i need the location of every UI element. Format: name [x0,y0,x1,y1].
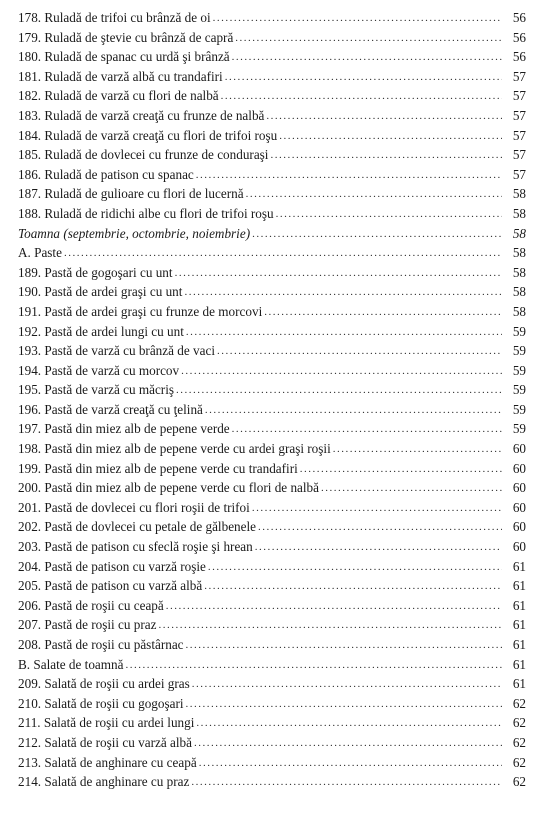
toc-page-number: 60 [512,480,526,496]
toc-entry-title: 191. Pastă de ardei graşi cu frunze de morcovi [18,303,263,319]
dot-leader [192,675,502,695]
toc-entry-title: 198. Pastă din miez alb de pepene verde cu ardei graşi roşii [18,441,331,457]
toc-page-number: 61 [512,617,526,633]
toc-entry [18,282,526,302]
toc-page-number: 57 [512,166,526,182]
toc-page-number: 62 [512,774,526,790]
toc-entry-title: 205. Pastă de patison cu varză albă [18,578,203,594]
toc-entry-title: 196. Pastă de varză creaţă cu ţelină [18,401,203,417]
dot-leader [181,362,502,382]
toc-page-number: 61 [512,578,526,594]
dot-leader [235,29,502,49]
toc-entry [18,694,526,714]
toc-page-number: 62 [512,754,526,770]
toc-entry-title: 179. Ruladă de ştevie cu brânză de capră [18,29,234,45]
toc-entry-title: 207. Pastă de roşii cu praz [18,617,157,633]
toc-page-number: 58 [512,264,526,280]
toc-entry-title: 192. Pastă de ardei lungi cu unt [18,323,184,339]
toc-entry [18,165,526,185]
dot-leader [64,244,502,264]
toc-entry-title: 200. Pastă din miez alb de pepene verde cu flori de nalbă [18,480,320,496]
toc-entry [18,67,526,87]
dot-leader [258,518,502,538]
toc-page-number: 57 [512,127,526,143]
toc-entry-title: 203. Pastă de patison cu sfeclă roşie şi hrean [18,539,253,555]
toc-entry [18,576,526,596]
dot-leader [266,107,502,127]
dot-leader [186,636,502,656]
toc-entry [18,400,526,420]
dot-leader [191,773,502,793]
toc-entry [18,86,526,106]
toc-entry-title: Toamna (septembrie, octombrie, noiembrie) [18,225,251,241]
toc-entry-title: 199. Pastă din miez alb de pepene verde cu trandafiri [18,460,298,476]
toc-page-number: 59 [512,362,526,378]
dot-leader [279,127,502,147]
toc-entry [18,557,526,577]
toc-page-number: 61 [512,558,526,574]
toc-entry [18,204,526,224]
dot-leader [333,440,502,460]
toc-entry [18,478,526,498]
toc-page-number: 58 [512,225,526,241]
toc-page-number: 56 [512,29,526,45]
toc-entry [18,674,526,694]
toc-page-number: 60 [512,460,526,476]
toc-page-number: 60 [512,539,526,555]
toc-page-number: 58 [512,245,526,261]
dot-leader [175,264,502,284]
toc-entry-title: 188. Ruladă de ridichi albe cu flori de trifoi roşu [18,205,274,221]
toc-entry-title: 202. Pastă de dovlecei cu petale de gălbenele [18,519,257,535]
toc-entry [18,419,526,439]
toc-entry [18,184,526,204]
dot-leader [225,68,502,88]
toc-entry-title: 197. Pastă din miez alb de pepene verde [18,421,230,437]
dot-leader [196,714,502,734]
toc-entry-title: 183. Ruladă de varză creaţă cu frunze de nalbă [18,107,265,123]
toc-entry-title: 186. Ruladă de patison cu spanac [18,166,194,182]
toc-entry [18,243,526,263]
toc-page-number: 56 [512,10,526,25]
dot-leader [158,616,502,636]
toc-entry-title: 210. Salată de roşii cu gogoşari [18,695,184,711]
dot-leader [276,205,502,225]
toc-entry [18,341,526,361]
toc-page-number: 60 [512,499,526,515]
toc-entry-title: 187. Ruladă de gulioare cu flori de lucernă [18,186,244,202]
toc-entry-title: 190. Pastă de ardei graşi cu unt [18,284,183,300]
toc-entry-title: 213. Salată de anghinare cu ceapă [18,754,197,770]
toc-page-number: 60 [512,441,526,457]
toc-page-number: 62 [512,734,526,750]
toc-entry-title: 206. Pastă de roşii cu ceapă [18,597,164,613]
dot-leader [255,538,502,558]
toc-entry [18,713,526,733]
toc-entry-title: 185. Ruladă de dovlecei cu frunze de conduraşi [18,147,269,163]
toc-page-number: 58 [512,205,526,221]
dot-leader [194,734,502,754]
dot-leader [199,754,502,774]
toc-entry [18,145,526,165]
toc-entry [18,361,526,381]
dot-leader [204,577,502,597]
toc-page-number: 62 [512,715,526,731]
dot-leader [217,342,502,362]
dot-leader [246,185,502,205]
toc-entry [18,733,526,753]
toc-entry-title: 193. Pastă de varză cu brânză de vaci [18,343,215,359]
toc-entry [18,772,526,792]
dot-leader [232,420,502,440]
dot-leader [221,87,502,107]
dot-leader [232,48,502,68]
toc-entry-title: B. Salate de toamnă [18,656,124,672]
toc-entry-title: 194. Pastă de varză cu morcov [18,362,180,378]
dot-leader [205,401,502,421]
toc-page-number: 57 [512,147,526,163]
toc-page-number: 62 [512,695,526,711]
toc-entry [18,537,526,557]
toc-page-number: 57 [512,68,526,84]
toc-page-number: 56 [512,49,526,65]
dot-leader [213,9,502,29]
toc-page-number: 59 [512,401,526,417]
toc-entry-title: 181. Ruladă de varză albă cu trandafiri [18,68,223,84]
toc-entry [18,322,526,342]
toc-entry [18,47,526,67]
toc-page-number: 61 [512,597,526,613]
toc-entry [18,459,526,479]
toc-entry-title: 189. Pastă de gogoşari cu unt [18,264,173,280]
toc-entry-title: 204. Pastă de patison cu varză roşie [18,558,206,574]
toc-section-heading [18,224,526,244]
dot-leader [300,460,502,480]
toc-entry [18,753,526,773]
toc-entry [18,655,526,675]
toc-entry-title: 178. Ruladă de trifoi cu brânză de oi [18,10,211,25]
toc-entry-title: 201. Pastă de dovlecei cu flori roşii de trifoi [18,499,250,515]
toc-entry-title: 209. Salată de roşii cu ardei gras [18,676,190,692]
toc-page-number: 57 [512,88,526,104]
dot-leader [186,323,502,343]
toc-entry [18,380,526,400]
toc-entry [18,517,526,537]
toc-entry-title: 184. Ruladă de varză creaţă cu flori de trifoi roşu [18,127,278,143]
dot-leader [176,381,502,401]
toc-page-number: 59 [512,382,526,398]
toc-page-number: 61 [512,676,526,692]
toc-page-number: 59 [512,323,526,339]
toc-page-number: 59 [512,343,526,359]
dot-leader [270,146,502,166]
toc-page-number: 58 [512,303,526,319]
toc-entry [18,28,526,48]
toc-page-number: 60 [512,519,526,535]
toc-entry [18,615,526,635]
toc-page-number: 61 [512,637,526,652]
toc-entry [18,635,526,655]
toc-entry-title: 208. Pastă de roşii cu păstârnac [18,637,184,652]
toc-entry [18,596,526,616]
toc-entry-title: 180. Ruladă de spanac cu urdă şi brânză [18,49,230,65]
toc-entry-title: 195. Pastă de varză cu măcriş [18,382,174,398]
dot-leader [125,656,502,676]
dot-leader [186,695,502,715]
dot-leader [196,166,502,186]
toc-entry [18,106,526,126]
dot-leader [184,283,502,303]
toc-entry [18,8,526,28]
dot-leader [321,479,502,499]
toc-entry-title: A. Paste [18,245,62,261]
dot-leader [264,303,502,323]
toc-page-number: 59 [512,421,526,437]
toc-page-number: 57 [512,107,526,123]
toc-entry [18,126,526,146]
toc-entry [18,439,526,459]
toc-page-number: 61 [512,656,526,672]
toc-entry-title: 182. Ruladă de varză cu flori de nalbă [18,88,219,104]
toc-entry [18,302,526,322]
table-of-contents [18,8,526,792]
toc-entry-title: 211. Salată de roşii cu ardei lungi [18,715,195,731]
toc-entry-title: 212. Salată de roşii cu varză albă [18,734,192,750]
dot-leader [252,499,502,519]
toc-entry [18,498,526,518]
toc-page-number: 58 [512,186,526,202]
dot-leader [166,597,502,617]
toc-entry-title: 214. Salată de anghinare cu praz [18,774,190,790]
toc-page-number: 58 [512,284,526,300]
dot-leader [208,558,502,578]
toc-entry [18,263,526,283]
dot-leader [252,225,502,245]
